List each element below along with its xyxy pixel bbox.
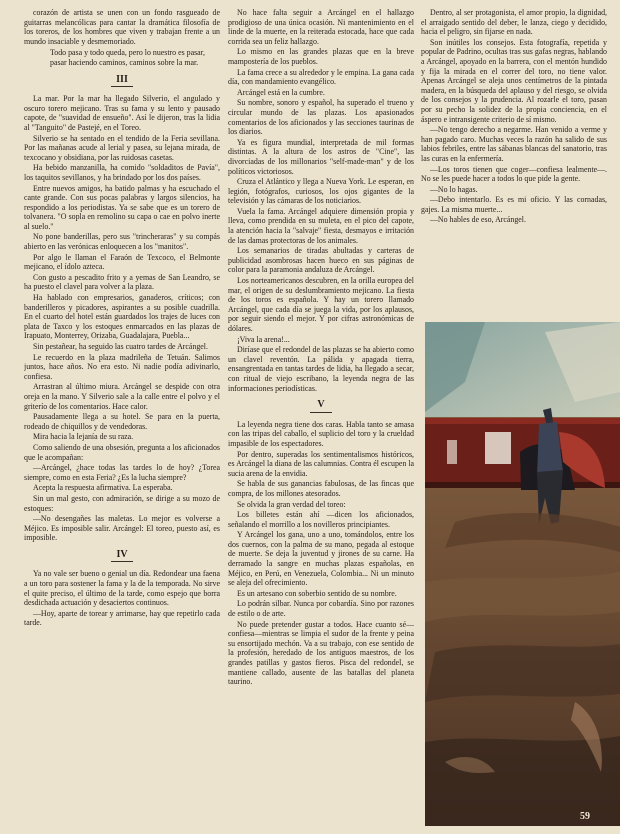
paragraph: —No desengañes las maletas. Lo mejor es volverse a Méjico. Es imposible salir. Arcángel: El toreo, puesto así, es imposible.	[24, 514, 220, 543]
paragraph: Diríase que el redondel de las plazas se ha abierto como un clavel reventón. La pálida y apagada tierra, ensangrentada en tantas tardes de lidia, ha llegado a secar, con ritual de viejo escribano, la leyenda negra de las informaciones periodísticas.	[228, 345, 414, 393]
paragraph: Ya es figura mundial, interpretada de mil formas distintas. A la altura de los astros de "Cine", las divorciadas de los millonarios "self-made-man" y de los políticos victoriosos.	[228, 137, 414, 176]
paragraph: Su nombre, sonoro y español, ha superado el trueno y circular mundo de las plazas. Los apasionados comentarios de los aficionados y las secciones taurinas de los diarios.	[228, 98, 414, 137]
paragraph: Mira hacia la lejanía de su raza.	[33, 432, 134, 442]
paragraph: Vuela la fama. Arcángel adquiere dimensión propia y lleva, como prendida en su muleta, en el pico del capote, la atención hacia la "salvaje" fiesta, desmayos e irritación de las damas protectoras de los animales.	[228, 206, 414, 245]
paragraph: Se olvida la gran verdad del toreo:	[237, 499, 346, 509]
paragraph: Son inútiles los consejos. Esta fotografía, repetida y popular de Padrino, ocultas tras sus gafas negras, hablando a Arcángel, apoyado en la barrera, con el mentón hundido y fija la mirada en el correr del toro, no tiene valor. Apenas Arcángel se aleja unos centímetros de la pintada madera, en la búsqueda del aplauso y del riesgo, se olvida de los consejos y la prudencia. Al rozarle el toro, pasan por su pecho la solidez de la propia conciencia, en el áspero e intransigente criterio de sí mismo.	[421, 37, 607, 124]
paragraph: Pausadamente llega a su hotel. Se para en la puerta, rodeado de chiquillos y de vendedoras.	[24, 412, 220, 431]
paragraph: La leyenda negra tiene dos caras. Habla tanto se amasa con las tripas del caballo, el suplicio del toro y la crueldad impasible de los espectadores.	[228, 419, 414, 448]
paragraph: Ha bebido manzanilla, ha comido "soldaditos de Pavía", los taquitos sevillanos, y ha brindado por los dos países.	[24, 163, 220, 182]
paragraph: —No tengo derecho a negarme. Han venido a verme y han pagado caro. Muchas veces la razón ha salido de sus labios febriles, entre las sábanas blancas del sanatorio, tras las curas en la enfermería.	[421, 125, 607, 163]
page-number: 59	[580, 811, 590, 822]
paragraph: Los billetes están ahí —dicen los aficionados, señalando el morrillo a los novilleros principiantes.	[228, 510, 414, 529]
paragraph: Por dentro, superadas los sentimentalismos históricos, es Arcángel la diana de las calumnias. Contra él escupen la sucia arena de la envidia.	[228, 449, 414, 478]
paragraph: Con gusto a pescadito frito y a yemas de San Leandro, se ha puesto el clavel para volver a la plaza.	[24, 272, 220, 292]
paragraph: Y Arcángel los gana, uno a uno, tomándolos, entre los dos cuernos, con la palma de su mano, pegada al estoque de muerte. Se deja la juventud y jirones de su carne. Ha derramado la sangre en muchas plazas españolas, en Méjico, en Perú, en Venezuela, Colombia... Ni un minuto se aleja del ofrecimiento.	[228, 530, 414, 588]
paragraph: —No lo hagas.	[430, 184, 478, 194]
text-column-1	[24, 8, 220, 826]
paragraph: Arcángel está en la cumbre.	[237, 87, 325, 97]
paragraph: No hace falta seguir a Arcángel en el hallazgo prodigioso de una única ocasión. Ni mantenimiento en el linde de la muerte, en la reiterada estocada, hace que cada corrida sea un feliz hallazgo.	[228, 8, 414, 46]
paragraph: La fama crece a su alrededor y le empina. La gana cada día, con mandamiento evangélico.	[228, 67, 414, 87]
paragraph: Como saliendo de una obsesión, pregunta a los aficionados que le acompañan:	[24, 442, 220, 462]
paragraph: Arrastran al último miura. Arcángel se despide con otra oreja en la mano. Y Silverio sale a la calle entre el polvo y el griterío de los comentarios. Hace calor.	[24, 382, 220, 411]
paragraph: Dentro, al ser protagonista, el amor propio, la dignidad, el arraigado sentido del deber, le lanza, ciego y decidido, hacia el peligro, sin fijarse en nada.	[421, 8, 607, 37]
paragraph: Se habla de sus ganancias fabulosas, de las fincas que compra, de los millones atesorados.	[228, 479, 414, 498]
paragraph: No pone banderillas, pero sus "trincheraras" y su compás abierto en las verónicas enloquecen a los "manitos".	[24, 232, 220, 252]
paragraph: Es un artesano con soberbio sentido de su nombre.	[237, 588, 397, 598]
paragraph: Por algo le llaman el Faraón de Texcoco, el Belmonte mejicano, el ídolo azteca.	[24, 252, 220, 272]
section-number: IV	[24, 550, 220, 563]
paragraph: Acepta la respuesta afirmativa. La esperaba.	[33, 483, 173, 493]
paragraph: Ha hablado con empresarios, ganaderos, críticos; con banderilleros y picadores, aspirantes a su posible cuadrilla. En el cuarto del hotel están guardados los trajes de luces con plata de Taxco y los estoques enmarcados en las plazas de Irapuato, Monterrey, Orizaba, Guadalajara, Puebla...	[24, 293, 220, 341]
paragraph: Los semanarios de tiradas abultadas y carteras de publicidad asombrosas hacen hueco en sus páginas de color para la paramonia andaluza de Arcángel.	[228, 246, 414, 275]
paragraph: —Debo intentarlo. Es es mi oficio. Y las cornadas, gajes. La misma muerte...	[421, 195, 607, 214]
paragraph: —Arcángel, ¿hace todas las tardes lo de hoy? ¿Torea siempre, como en esta Feria? ¿Es la lucha siempre?	[24, 463, 220, 482]
bullfight-painting-image	[425, 322, 620, 826]
paragraph: No puede pretender gustar a todos. Hace cuanto sé—confiesa—mientras se limpia el sudor de la frente y peina su ensortijado mechón. Va a su trabajo, con ese sentido de la profesión, heredado de los antiguos maestros, de los grandes patillas y gastos fieros. Pisca del redondel, se mantiene callado, ausente de las batallas del planeta taurino.	[228, 619, 414, 687]
paragraph: Entre nuevos amigos, ha batido palmas y ha escuchado el cante grande. Con sus pocas palabras y largos silencios, ha respondido a los periodistas. Ya se sabe que es un torero de tolvanera. "O sopla en remolino su capa o cae en polvo inerte al suelo."	[24, 183, 220, 231]
paragraph: La mar. Por la mar ha llegado Silverio, el angulado y oscuro torero mejicano. Tras su fama y su lento y pausado capote, de "suavidad de ensueño". Así le dijeron, tras la lidia al "Tanguito" de Pastejé, en el Toreo.	[24, 94, 220, 132]
paragraph: —Hoy, aparte de torear y arrimarse, hay que repetirlo cada tarde.	[24, 608, 220, 628]
verse-quote: Todo pasa y todo queda, pero lo nuestro es pasar, pasar haciendo caminos, caminos sobre la mar.	[50, 48, 205, 67]
paragraph: Sin un mal gesto, con admiración, se dirige a su mozo de estoques:	[24, 493, 220, 513]
paragraph: Lo podrán silbar. Nunca por cobardía. Sino por razones de estilo o de arte.	[228, 599, 414, 619]
text-column-2	[228, 8, 414, 826]
text-column-3	[421, 8, 607, 320]
paragraph: corazón de artista se unen con un fondo rasgueado de guitarras melancólicas para cantar la dramática filosofía de los toreros, de los hombres que viven y trabajan frente a un mundo insaciable y desmemoriado.	[24, 8, 220, 46]
section-number: III	[24, 75, 220, 88]
paragraph: Sin pestañear, ha seguido las cuatro tardes de Arcángel.	[33, 342, 208, 351]
paragraph: Los norteamericanos descubren, en la orilla europea del mar, el origen de su deslumbramiento mejicano. La fiesta de los toros es española. Y hay un torero llamado Arcángel, que cada día se juega la vida, por los aplausos, por seguir siendo el mejor. Y por cifras astronómicas de dólares.	[228, 276, 414, 333]
paragraph: ¡Viva la arena!...	[237, 334, 290, 344]
paragraph: Ya no vale ser bueno o genial un día. Redondear una faena a un toro para sostener la fama y la de la temporada. No sirve el quite preciso, el último de la tarde, como espejo que borra desdichada actuación y desaciertos continuos.	[24, 569, 220, 608]
section-number: V	[228, 400, 414, 413]
paragraph: Cruza el Atlántico y llega a Nueva York. Le esperan, en legión, fotógrafos, curiosos, los ojos gigantes de la televisión y las cámaras de los noticiarios.	[228, 177, 414, 206]
paragraph: —Los toros tienen que coger—confiesa lealmente—. No se les puede hacer a todos lo que pide la gente.	[421, 164, 607, 184]
paragraph: Lo mismo en las grandes plazas que en la breve mampostería de los pueblos.	[228, 47, 414, 66]
paragraph: Silverio se ha sentado en el tendido de la Feria sevillana. Por las mañanas acude al lerial y pasea, su lejana mirada, de texcocano y obsidiana, por las ruidosas casetas.	[24, 133, 220, 162]
bullfight-painting	[425, 322, 620, 826]
paragraph: Le recuerdo en la plaza madrileña de Tetuán. Salimos juntos, hace años. No era esto. Ni nadie podía adivinarlo, confiesa.	[24, 352, 220, 381]
paragraph: —No hables de eso, Arcángel.	[430, 215, 526, 225]
